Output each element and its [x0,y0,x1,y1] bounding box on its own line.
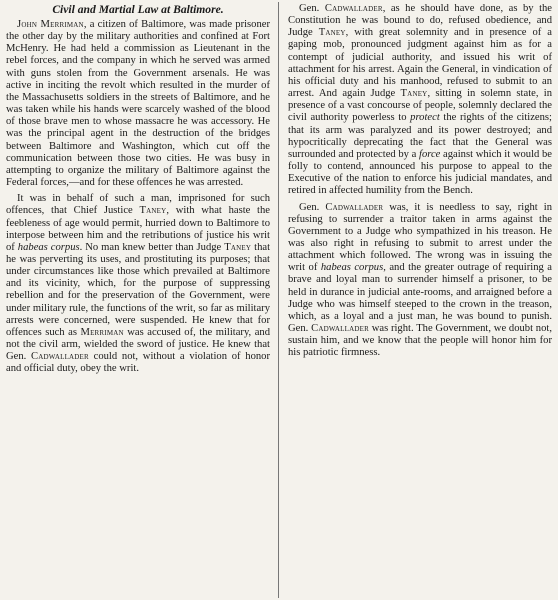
paragraph-text: , and the greater outrage of requiring a brave and loyal man to surrender himself a prisoner, to be held in durance in judicial ante-rooms, and arraigned before a Judge who was himself steeped to the crown in the treason, which, as a loyal and a just man, he was bound to punish. Gen. [288,262,553,335]
name-taney: Taney [400,88,428,100]
paragraph-text: could not, without a violation of honor and official duty, obey the writ. [6,351,270,375]
name-cadwallader: Cadwallader [311,323,369,335]
name-cadwallader: Cadwallader [324,3,383,14]
paragraph-text: It was in behalf of such a man, imprisoned for such offences, that Chief Justice [6,193,270,217]
name-merriman: John Merriman [17,19,84,30]
paragraph-text: . No man knew better than Judge [79,241,225,253]
name-taney: Taney [139,205,167,217]
column-rule [278,2,279,598]
left-column [6,3,270,380]
right-column [288,3,552,364]
paragraph-text: , sitting in solemn state, in presence of a vast concourse of people, solemnly declared the civil authority powerless to [288,88,552,124]
name-merriman: Merriman [80,326,124,338]
paragraph-text: was accused of, the military, and not the civil arm, wielded the sword of justice. He knew that Gen. [6,326,271,363]
name-cadwallader: Cadwallader [325,201,384,213]
paragraph-text: , as he should have done, as by the Constitution he was bound to do, refused obedience, and Judge [288,3,553,39]
paragraph-cadwallader-refusal [288,3,552,198]
paragraph-cadwallader-right [288,202,552,360]
paragraph-text: against which it would be folly to contend, announced his purpose to appeal to the Executive of the nation to enforce his judicial mandates, and retired in affected humility from the Bench. [288,148,552,197]
name-cadwallader: Cadwallader [31,351,89,363]
term-habeas-corpus: habeas corpus [17,241,80,253]
paragraph-text: , with great solemnity and in presence of a gaping mob, pronounced judgment against him as for a contempt of judicial authority, and issued his writ of attachment for his arrest. Again the General, in vindication of his official duty and his manhood, refused to submit to an arrest. And again Judge [288,27,552,100]
paragraph-text: Gen. [299,3,325,14]
paragraph-text: , with what haste the feebleness of age would permit, hurried down to Baltimore to interpose between him and the retributions of justice his writ of [6,205,270,253]
emphasis-protect: protect [410,112,440,124]
paragraph-text: Gen. [299,201,326,213]
paragraph-text: , a citizen of Baltimore, was made prisoner the other day by the military authorities and confined at Fort McHenry. He had held a commission as Lieutenant in the rebel forces, and the company in which he served was armed with guns stolen from the Government arsenals. He was active in inciting the revolt which resulted in the murder of the Massachusetts soldiers in the streets of Baltimore, and he was taken while his hands were scarcely washed of the blood of those brave men to whose massacre he was accessory. He was the principal agent in the destruction of the bridges between Baltimore and Washington, which cut off the communication between those two cities. He was busy in attempting to organize the military of Baltimore against the Federal forces,—and for these offences he was arrested. [6,19,270,189]
paragraph-text: was, it is needless to say, right in refusing to surrender a traitor taken in arms against the Government to a Judge who sympathized in his treason. He was also right in refusing to submit to arrest under the attachment which followed. The wrong was in issuing the writ of [288,201,552,274]
paragraph-text: was right. The Government, we doubt not, sustain him, and we know that the people will honor him for his patriotic firmness. [288,323,552,359]
paragraph-text: that he was perverting its uses, and prostituting its purposes; that under circumstances like those which prevailed at Baltimore and its vicinity, which, for the purpose of suppressing rebellion and for the preservation of the Government, were under military rule, the functions of the writ, so far as military arrests were concerned, were suspended. He knew that for offences such as [6,241,271,338]
paragraph-taney-intervention [6,193,270,375]
name-taney: Taney [318,27,346,39]
paragraph-text: the rights of the citizens; that its arm was paralyzed and its power destroyed; and hypocritically deprecating the fact that the General was surrounded and protected by a [288,112,552,160]
article-headline: Civil and Martial Law at Baltimore. [52,3,224,16]
term-habeas-corpus: habeas corpus [320,262,384,274]
emphasis-force: force [419,148,441,160]
paragraph-merriman-arrest [6,19,270,189]
name-taney: Taney [224,241,252,253]
